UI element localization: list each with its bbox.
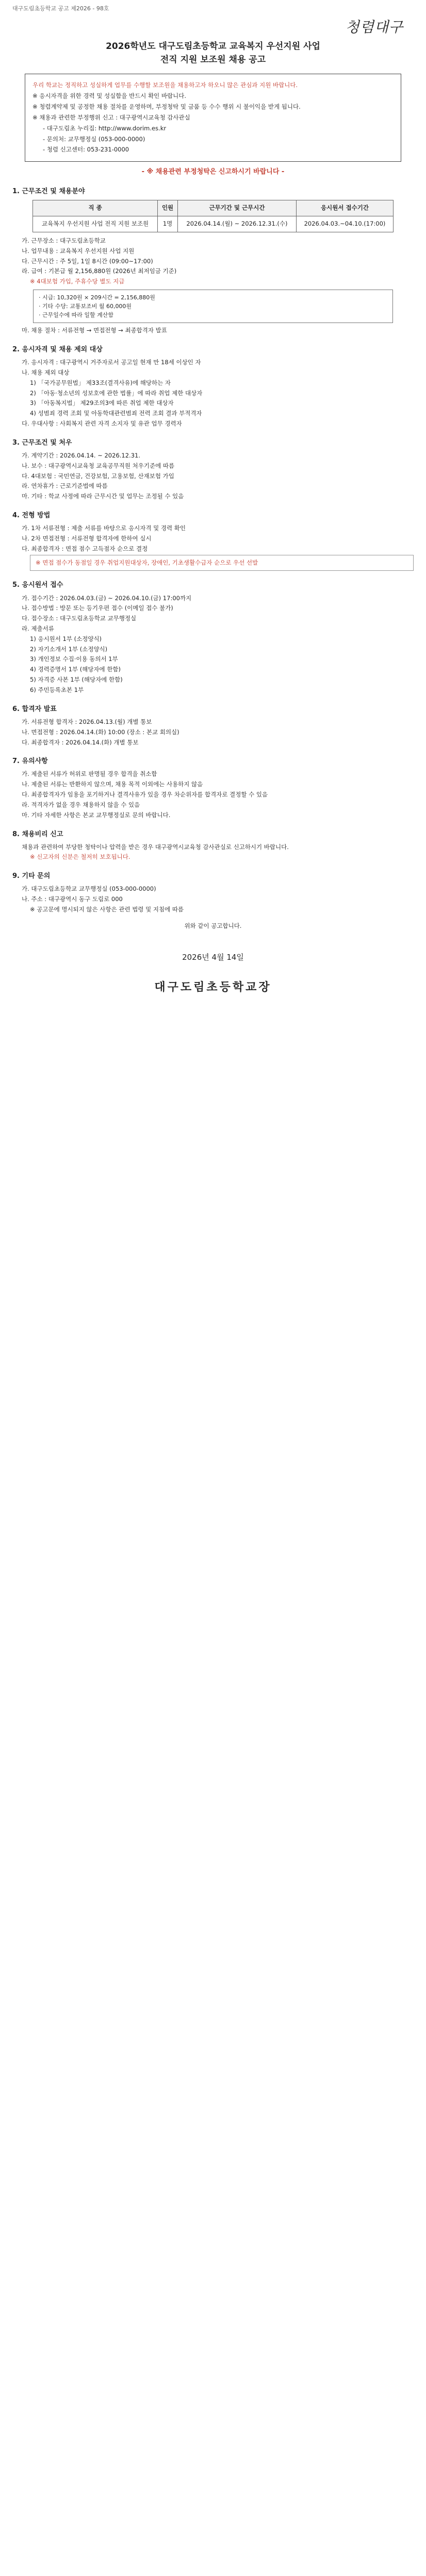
- title-line-1: 2026학년도 대구도림초등학교 교육복지 우선지원 사업: [106, 41, 320, 52]
- table-row: [33, 216, 394, 232]
- section-heading: 5. 응시원서 접수: [12, 581, 63, 589]
- logo-row: [12, 16, 414, 38]
- pay-box: [33, 290, 393, 323]
- table-header-cell: 응시원서 접수기간: [297, 200, 394, 216]
- section-heading: 7. 유의사항: [12, 757, 48, 766]
- section-line: 나. 면접전형 : 2026.04.14.(화) 10:00 (장소 : 본교 회의실): [22, 728, 179, 736]
- pay-line: · 시급: 10,320원 × 209시간 = 2,156,880원: [39, 294, 155, 301]
- section-note: ※ 신고자의 신분은 철저히 보호됩니다.: [30, 853, 130, 861]
- contact-line: - 대구도림초 누리집: http://www.dorim.es.kr: [43, 124, 167, 132]
- section-line: 2) 자기소개서 1부 (소정양식): [30, 645, 108, 653]
- section-line: 라. 제출서류: [22, 625, 54, 633]
- document-page: [0, 0, 426, 1017]
- section-line: 가. 제출된 서류가 허위로 판명될 경우 합격을 취소함: [22, 770, 157, 778]
- section-line: 가. 서류전형 합격자 : 2026.04.13.(월) 개별 통보: [22, 718, 152, 725]
- table-header-cell: 인원: [158, 200, 178, 216]
- section-line: 다. 접수장소 : 대구도림초등학교 교무행정실: [22, 615, 137, 622]
- contact-line: - 청렴 신고센터: 053-231-0000: [43, 146, 129, 154]
- detail-line: 나. 업무내용 : 교육복지 우선지원 사업 지원: [22, 247, 135, 255]
- closing-line: 위와 같이 공고합니다.: [184, 922, 242, 929]
- section-line: 4) 성범죄 경력 조회 및 아동학대관련범죄 전력 조회 결과 부적격자: [30, 410, 202, 417]
- section-line: 라. 연차휴가 : 근로기준법에 따름: [22, 482, 108, 490]
- notice-box: [25, 74, 401, 162]
- section-line: 다. 최종합격자가 임용을 포기하거나 결격사유가 있을 경우 차순위자를 합격자로 결정할 수 있음: [22, 791, 268, 799]
- table-header-row: [33, 200, 394, 216]
- section-note: ※ 면접 점수가 동점일 경우 취업지원대상자, 장애인, 기초생활수급자 순으로 우선 선발: [30, 555, 414, 571]
- section-heading: 2. 응시자격 및 채용 제외 대상: [12, 346, 103, 354]
- recruitment-table: [32, 200, 394, 232]
- section-note: ※ 공고문에 명시되지 않은 사항은 관련 법령 및 지침에 따름: [30, 906, 184, 913]
- detail-line: 다. 근무시간 : 주 5일, 1일 8시간 (09:00~17:00): [22, 257, 153, 265]
- section-heading: 6. 합격자 발표: [12, 705, 57, 713]
- section-line: 1) 응시원서 1부 (소정양식): [30, 635, 102, 642]
- section-line: 2) 「아동·청소년의 성보호에 관한 법률」에 따라 취업 제한 대상자: [30, 389, 203, 397]
- notice-line: ※ 응시자격을 위한 경력 및 성실함을 반드시 확인 바랍니다.: [32, 92, 187, 100]
- detail-line: 마. 채용 절차 : 서류전형 → 면접전형 → 최종합격자 발표: [22, 327, 167, 334]
- section-heading: 3. 근무조건 및 처우: [12, 438, 72, 447]
- detail-line: 가. 근무장소 : 대구도림초등학교: [22, 237, 106, 245]
- section-line: 나. 보수 : 대구광역시교육청 교육공무직원 처우기준에 따름: [22, 462, 175, 469]
- section-line: 가. 접수기간 : 2026.04.03.(금) ~ 2026.04.10.(금) 17:00까지: [22, 594, 192, 602]
- section-line: 다. 최종합격자 : 면접 점수 고득점자 순으로 결정: [22, 545, 148, 552]
- section-line: 마. 기타 : 학교 사정에 따라 근무시간 및 업무는 조정될 수 있음: [22, 493, 184, 500]
- table-header-cell: 직 종: [33, 200, 158, 216]
- section-heading: 4. 전형 방법: [12, 512, 51, 520]
- notice-line: 우리 학교는 정직하고 성실하게 업무를 수행할 보조원을 채용하고자 하오니 많은 관심과 지원 바랍니다.: [32, 81, 298, 89]
- section-line: 마. 기타 자세한 사항은 본교 교무행정실로 문의 바랍니다.: [22, 811, 171, 819]
- section-line: 라. 적격자가 없을 경우 채용하지 않을 수 있음: [22, 801, 140, 808]
- section-line: 나. 제출된 서류는 반환하지 않으며, 채용 목적 이외에는 사용하지 않음: [22, 781, 203, 788]
- section-heading: 1. 근무조건 및 채용분야: [12, 188, 85, 196]
- table-cell: 2026.04.14.(월) ~ 2026.12.31.(수): [177, 216, 296, 232]
- document-number: 대구도림초등학교 공고 제2026 - 98호: [12, 5, 109, 12]
- contact-line: - 문의처: 교무행정실 (053-000-0000): [43, 135, 145, 143]
- section-line: 나. 접수방법 : 방문 또는 등기우편 접수 (이메일 접수 불가): [22, 604, 173, 612]
- section-line: 나. 채용 제외 대상: [22, 369, 70, 376]
- section-heading: 8. 채용비리 신고: [12, 830, 63, 838]
- section-line: 가. 1차 서류전형 : 제출 서류를 바탕으로 응시자격 및 경력 확인: [22, 524, 186, 532]
- sub-title: - ※ 채용관련 부정청탁은 신고하시기 바랍니다 -: [141, 168, 285, 176]
- table-header-cell: 근무기간 및 근무시간: [177, 200, 296, 216]
- section-line: 다. 4대보험 : 국민연금, 건강보험, 고용보험, 산재보험 가입: [22, 472, 174, 480]
- section-heading: 9. 기타 문의: [12, 872, 51, 880]
- table-cell: 1명: [158, 216, 178, 232]
- section-line: 1) 「국가공무원법」 제33조(결격사유)에 해당하는 자: [30, 379, 171, 386]
- announcement-date: 2026년 4월 14일: [182, 952, 244, 962]
- section-line: 4) 경력증명서 1부 (해당자에 한함): [30, 666, 121, 673]
- notice-line: ※ 채용과 관련한 부정행위 신고 : 대구광역시교육청 감사관실: [32, 113, 190, 121]
- table-cell: 2026.04.03.~04.10.(17:00): [297, 216, 394, 232]
- section-line: 6) 주민등록초본 1부: [30, 686, 84, 693]
- section-line: 나. 주소 : 대구광역시 동구 도림로 000: [22, 895, 123, 903]
- spacer: [12, 916, 414, 921]
- cleanliness-logo: 청렴대구: [345, 19, 403, 36]
- section-line: 다. 최종합격자 : 2026.04.14.(화) 개별 통보: [22, 738, 139, 746]
- issuing-organization: 대구도림초등학교장: [154, 980, 272, 994]
- table-cell: 교육복지 우선지원 사업 전직 지원 보조원: [33, 216, 158, 232]
- notice-line: ※ 청렴계약제 및 공정한 채용 절차를 운영하며, 부정청탁 및 금품 등 수수 행위 시 불이익을 받게 됩니다.: [32, 103, 301, 111]
- section-line: 나. 2차 면접전형 : 서류전형 합격자에 한하여 실시: [22, 535, 152, 543]
- section-line: 가. 응시자격 : 대구광역시 거주자로서 공고일 현재 만 18세 이상인 자: [22, 359, 201, 366]
- section-line: 3) 「아동복지법」 제29조의3에 따른 취업 제한 대상자: [30, 399, 174, 407]
- detail-note: ※ 4대보험 가입, 주휴수당 별도 지급: [30, 278, 125, 285]
- section-line: 가. 계약기간 : 2026.04.14. ~ 2026.12.31.: [22, 452, 140, 460]
- section-line: 채용과 관련하여 부당한 청탁이나 압력을 받은 경우 대구광역시교육청 감사관실로 신고하시기 바랍니다.: [22, 843, 289, 851]
- section-line: 가. 대구도림초등학교 교무행정실 (053-000-0000): [22, 885, 156, 893]
- pay-line: · 기타 수당: 교통보조비 월 60,000원: [39, 303, 132, 310]
- section-line: 3) 개인정보 수집·이용 동의서 1부: [30, 655, 118, 663]
- page-title: [12, 40, 414, 66]
- detail-line: 라. 급여 : 기본급 월 2,156,880원 (2026년 최저임금 기준): [22, 267, 177, 275]
- title-line-2: 전직 지원 보조원 채용 공고: [160, 54, 266, 65]
- section-line: 다. 우대사항 : 사회복지 관련 자격 소지자 및 유관 업무 경력자: [22, 420, 182, 428]
- section-line: 5) 자격증 사본 1부 (해당자에 한함): [30, 676, 123, 684]
- pay-line: · 근무일수에 따라 일할 계산함: [39, 312, 113, 319]
